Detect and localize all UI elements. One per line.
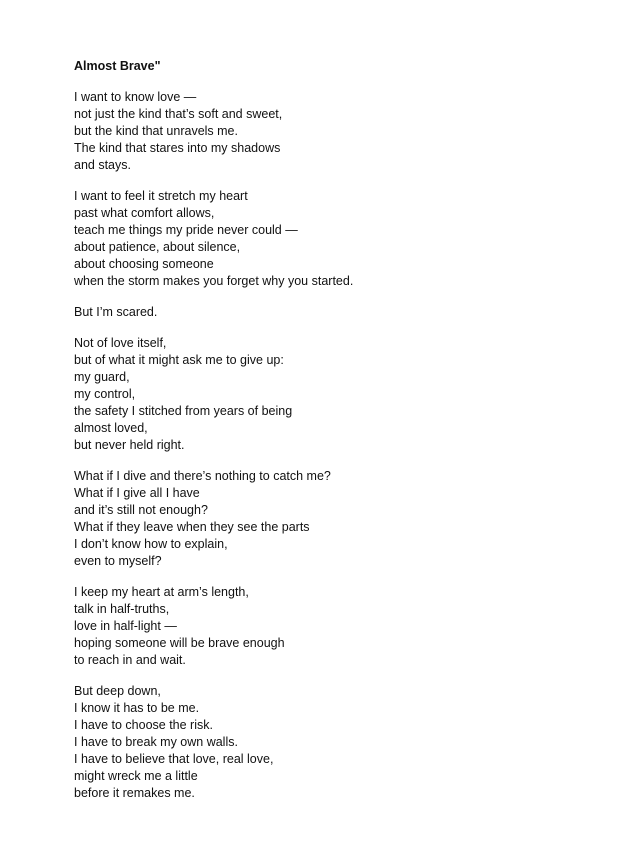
poem-line: I want to feel it stretch my heart <box>74 189 248 203</box>
poem-line: I have to break my own walls. <box>74 735 238 749</box>
poem-line: The kind that stares into my shadows <box>74 141 281 155</box>
poem-line: What if I give all I have <box>74 486 200 500</box>
poem-line: the safety I stitched from years of being <box>74 404 293 418</box>
poem-line: past what comfort allows, <box>74 206 215 220</box>
poem-title: Almost Brave" <box>74 59 161 73</box>
poem-line: might wreck me a little <box>74 769 198 783</box>
poem-line: about choosing someone <box>74 257 214 271</box>
poem-line: but of what it might ask me to give up: <box>74 353 284 367</box>
poem-line: but the kind that unravels me. <box>74 124 238 138</box>
poem-line: when the storm makes you forget why you started. <box>74 274 354 288</box>
stanza-6 <box>74 584 614 669</box>
poem-line: But I’m scared. <box>74 305 158 319</box>
poem-line: about patience, about silence, <box>74 240 241 254</box>
stanza-3 <box>74 304 614 321</box>
poem-line: I have to believe that love, real love, <box>74 752 274 766</box>
poem-line: I have to choose the risk. <box>74 718 213 732</box>
poem-line: What if I dive and there’s nothing to catch me? <box>74 469 331 483</box>
poem-line: I keep my heart at arm’s length, <box>74 585 249 599</box>
poem-line: teach me things my pride never could — <box>74 223 298 237</box>
poem-line: Not of love itself, <box>74 336 167 350</box>
poem-line: to reach in and wait. <box>74 653 186 667</box>
poem-line: I know it has to be me. <box>74 701 200 715</box>
poem-page <box>74 58 614 816</box>
poem-line: not just the kind that’s soft and sweet, <box>74 107 283 121</box>
poem-line: almost loved, <box>74 421 148 435</box>
poem-line: and it’s still not enough? <box>74 503 208 517</box>
poem-line: talk in half-truths, <box>74 602 170 616</box>
poem-line: What if they leave when they see the parts <box>74 520 310 534</box>
poem-line: But deep down, <box>74 684 161 698</box>
stanza-2 <box>74 188 614 290</box>
poem-line: before it remakes me. <box>74 786 195 800</box>
poem-line: I don’t know how to explain, <box>74 537 228 551</box>
poem-line: love in half-light — <box>74 619 177 633</box>
poem-line: but never held right. <box>74 438 185 452</box>
poem-line: my guard, <box>74 370 130 384</box>
poem-line: I want to know love — <box>74 90 197 104</box>
poem-line: even to myself? <box>74 554 162 568</box>
stanza-4 <box>74 335 614 454</box>
stanza-5 <box>74 468 614 570</box>
poem-line: hoping someone will be brave enough <box>74 636 285 650</box>
poem-line: my control, <box>74 387 136 401</box>
stanza-7 <box>74 683 614 802</box>
stanza-1 <box>74 89 614 174</box>
poem-line: and stays. <box>74 158 131 172</box>
